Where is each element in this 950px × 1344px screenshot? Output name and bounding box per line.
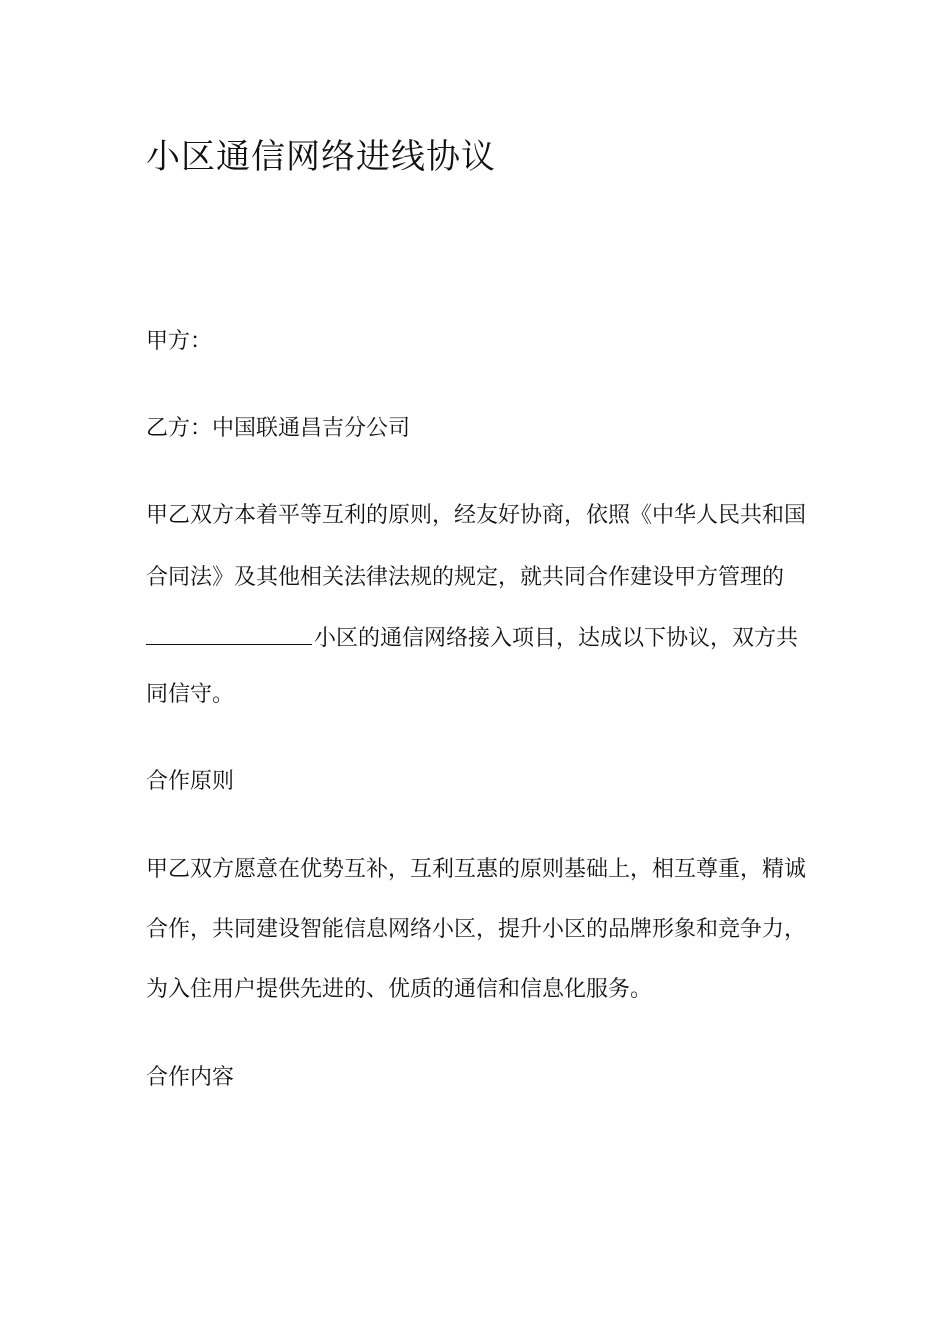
intro-line-2: 合同法》及其他相关法律法规的规定，就共同合作建设甲方管理的	[146, 565, 785, 590]
party-a-label: 甲方：	[146, 329, 213, 354]
principle-line-1: 甲乙双方愿意在优势互补，互利互惠的原则基础上，相互尊重，精诚	[146, 857, 807, 882]
principle-line-2: 合作，共同建设智能信息网络小区，提升小区的品牌形象和竞争力，	[146, 917, 807, 942]
intro-line-1: 甲乙双方本着平等互利的原则，经友好协商，依照《中华人民共和国	[146, 503, 807, 528]
intro-line-3-text: 小区的通信网络接入项目，达成以下协议，双方共	[314, 626, 799, 651]
principle-line-3: 为入住用户提供先进的、优质的通信和信息化服务。	[146, 977, 653, 1002]
fill-in-blank	[146, 622, 312, 645]
intro-line-4: 同信守。	[146, 682, 235, 707]
intro-line-3	[146, 622, 798, 655]
section-heading-principle: 合作原则	[146, 769, 235, 794]
document-title: 小区通信网络进线协议	[146, 137, 496, 177]
party-b-label: 乙方：中国联通昌吉分公司	[146, 416, 411, 441]
section-heading-content: 合作内容	[146, 1065, 235, 1090]
